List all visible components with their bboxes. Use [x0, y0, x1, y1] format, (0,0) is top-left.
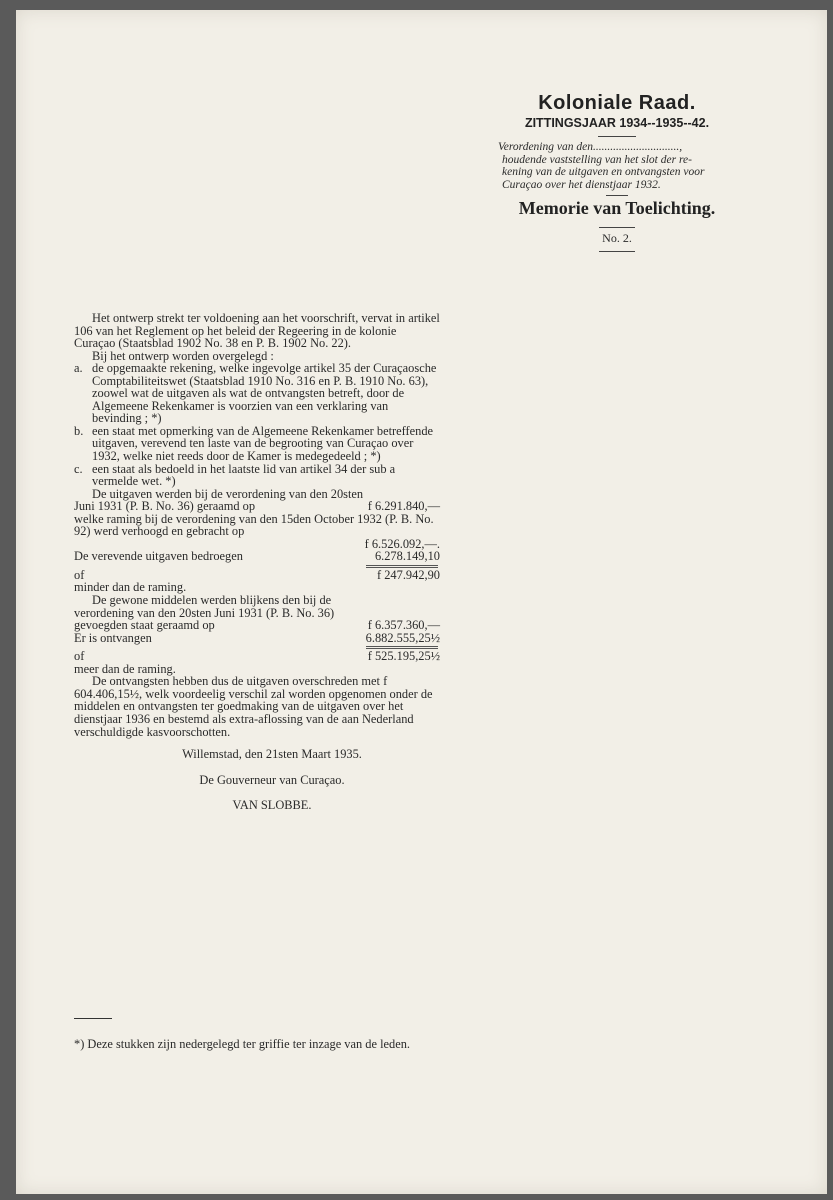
row-label: Juni 1931 (P. B. No. 36) geraamd op: [74, 499, 256, 514]
list-label: a.: [74, 361, 83, 376]
row-label: De verevende uitgaven bedroegen: [74, 549, 243, 564]
sum-rule: [74, 563, 440, 569]
signature: VAN SLOBBE.: [232, 798, 312, 813]
row-amount: 6.882.555,25½: [365, 630, 440, 645]
intro-paragraph: Het ontwerp strekt ter voldoening aan het voorschrift, vervat in artikel 106 van het Reglement op het beleid der Regeering in de kolonie Curaçao (Staatsblad 1902 No. 38 en P. B. 1902 No. 22).: [74, 311, 440, 351]
decree-line: houdende vaststelling van het slot der re-: [502, 153, 692, 166]
list-item: [74, 362, 440, 425]
expenditure-row: [74, 550, 440, 563]
row-amount: f 247.942,90: [377, 567, 440, 582]
list-item: [74, 425, 440, 463]
expenditure-text: De uitgaven werden bij de verordening van den 20sten: [92, 486, 364, 501]
list-item: [74, 463, 440, 488]
row-amount: f 6.291.840,—: [367, 499, 440, 514]
expenditure-text: minder dan de raming.: [74, 580, 187, 595]
list-label: b.: [74, 423, 84, 438]
row-amount: f 525.195,25½: [367, 649, 440, 664]
place-date: Willemstad, den 21sten Maart 1935.: [182, 747, 362, 762]
list-text: de opgemaakte rekening, welke ingevolge artikel 35 der Curaçaosche Comptabiliteitswet (Staatsblad 1910 No. 316 en P. B. 1910 No. 63), zoowel wat de uitgaven als wat de ontvangsten betreft, door de Algemeene Rekenkamer is voorzien van een verklaring van bevinding ; *): [92, 361, 437, 426]
expenditure-text: welke raming bij de verordening van den 15den October 1932 (P. B. No. 92) werd verhoogd en gebracht op: [74, 511, 434, 539]
header-divider: [598, 136, 636, 137]
header-divider: [599, 251, 635, 252]
revenue-text: meer dan de raming.: [74, 661, 176, 676]
closing-paragraph: De ontvangsten hebben dus de uitgaven overschreden met f 604.406,15½, welk voordeelig verschil zal worden opgenomen onder de middelen en ontvangsten ter goedmaking van de uitgaven over het dienstjaar 1936 en bestemd als extra-aflossing van de aan Nederland verschuldigde kasvoorschotten.: [74, 674, 433, 739]
sum-rule: [74, 644, 440, 650]
row-label: Er is ontvangen: [74, 630, 152, 645]
decree-line: Verordening van den..............................,: [498, 141, 683, 153]
expenditure-row: [74, 500, 440, 513]
row-label: of: [74, 649, 85, 664]
revenue-row: [74, 594, 440, 632]
revenue-row: [74, 632, 440, 645]
session-year: ZITTINGSJAAR 1934--1935--42.: [524, 116, 710, 130]
row-label: of: [74, 567, 85, 582]
footnote: *) Deze stukken zijn nedergelegd ter griffie ter inzage van de leden.: [74, 1037, 411, 1052]
document-header: [494, 92, 740, 252]
attached-heading: Bij het ontwerp worden overgelegd :: [92, 348, 274, 363]
footnote-divider: [74, 1018, 112, 1019]
decree-description: [494, 141, 740, 191]
document-number: No. 2.: [602, 231, 632, 245]
row-amount: f 6.357.360,—: [367, 618, 440, 633]
memo-title: Memorie van Toelichting.: [518, 198, 716, 218]
row-amount: f 6.526.092,—.: [364, 536, 440, 551]
row-label: De gewone middelen werden blijkens den bij de verordening van den 20sten Juni 1931 (P. B. No. 36) gevoegden staat geraamd op: [74, 593, 335, 633]
header-divider: [599, 227, 635, 228]
revenue-row: [74, 650, 440, 663]
decree-line: Curaçao over het dienstjaar 1932.: [502, 178, 661, 191]
list-text: een staat als bedoeld in het laatste lid van artikel 34 der sub a vermelde wet. *): [92, 461, 396, 489]
list-label: c.: [74, 461, 83, 476]
header-divider: [606, 195, 628, 196]
row-amount: 6.278.149,10: [374, 549, 440, 564]
council-title: Koloniale Raad.: [538, 92, 696, 114]
decree-line: kening van de uitgaven en ontvangsten voor: [502, 166, 705, 178]
list-text: een staat met opmerking van de Algemeene Rekenkamer betreffende uitgaven, verevend ten laste van de begrooting van Curaçao over 1932, welke niet reeds door de Kamer is medegedeeld ; *): [92, 423, 434, 464]
document-page: [16, 10, 827, 1194]
governor-title: De Gouverneur van Curaçao.: [199, 772, 345, 787]
memo-body: [74, 312, 440, 812]
